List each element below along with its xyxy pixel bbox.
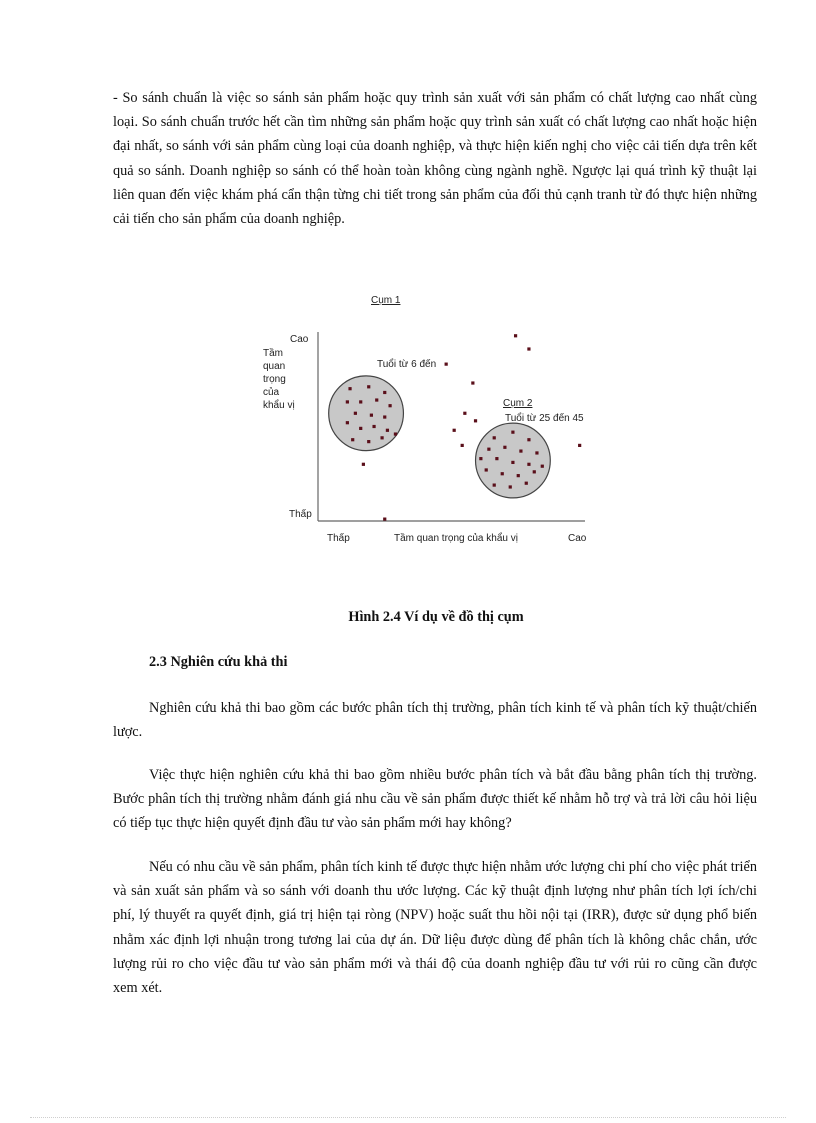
page-bottom-divider <box>30 1117 786 1118</box>
x-low-label: Thấp <box>327 533 350 544</box>
outlier-point <box>394 432 397 435</box>
cluster-2-circle <box>476 423 551 498</box>
intro-paragraph: - So sánh chuẩn là việc so sánh sản phẩm hoặc quy trình sản xuất với sản phẩm có chất lượng cao nhất cùng loại. So sánh chuẩn trước hết cần tìm những sản phẩm hoặc quy trình sản xuất có chất lượng cao nhất hoặc hiện đại nhất, so sánh với sản phẩm cùng loại của doanh nghiệp, và thực hiện kiến nghị cho việc cải tiến dựa trên kết quả so sánh. Doanh nghiệp so sánh có thể hoàn toàn không cùng ngành nghề. Ngược lại quá trình kỹ thuật lại liên quan đến việc khám phá cẩn thận từng chi tiết trong sản phẩm của đối thủ cạnh tranh từ đó thực hiện những cải tiến cho sản phẩm của doanh nghiệp. <box>113 90 757 228</box>
y-label-line-5: khẩu vị <box>263 400 295 411</box>
cluster-1-point <box>348 387 351 390</box>
cluster-2-label: Cụm 2 <box>503 398 533 409</box>
y-label-line-2: quan <box>263 361 286 372</box>
cluster-2-point <box>493 436 496 439</box>
paragraph-1: Nghiên cứu khả thi bao gồm các bước phân tích thị trường, phân tích kinh tế và phân tích kỹ thuật/chiến lược. <box>113 700 757 741</box>
outlier-point <box>578 444 581 447</box>
cluster-1-point <box>346 421 349 424</box>
cluster-1-point <box>386 429 389 432</box>
cluster-2-point <box>485 468 488 471</box>
cluster-1-point <box>359 427 362 430</box>
cluster-2-point <box>517 474 520 477</box>
cluster-2-point <box>501 472 504 475</box>
y-low-label: Thấp <box>289 509 312 520</box>
cluster-1-point <box>346 400 349 403</box>
cluster-1-point <box>370 414 373 417</box>
outlier-point <box>471 381 474 384</box>
cluster-2-point <box>511 431 514 434</box>
cluster-2-point <box>511 461 514 464</box>
cluster-1-point <box>367 385 370 388</box>
cluster-2-point <box>527 463 530 466</box>
cluster-2-point <box>533 470 536 473</box>
x-axis-label: Tầm quan trọng của khẩu vị <box>394 533 518 544</box>
outlier-point <box>362 463 365 466</box>
outlier-point <box>514 334 517 337</box>
outlier-point <box>474 419 477 422</box>
paragraph-3: Nếu có nhu cầu về sản phẩm, phân tích kinh tế được thực hiện nhằm ước lượng chi phí cho việc phát triển và sản xuất sản phẩm và so sánh với doanh thu ước lượng. Các kỹ thuật định lượng như phân tích lợi ích/chi phí, lý thuyết ra quyết định, giá trị hiện tại ròng (NPV) hoặc suất thu hồi nội tại (IRR), được sử dụng phổ biến nhằm xác định lợi nhuận trong tương lai của dự án. Dữ liệu được dùng để phân tích là không chắc chắn, ước lượng rủi ro cho việc đầu tư vào sản phẩm mới và thái độ của doanh nghiệp đầu tư với rủi ro cũng cần được xem xét. <box>113 859 757 997</box>
outlier-point <box>463 412 466 415</box>
cluster-1-point <box>351 438 354 441</box>
outlier-point <box>461 444 464 447</box>
cluster-2-point <box>535 451 538 454</box>
cluster-1-circle <box>329 376 404 451</box>
cluster-1-point <box>383 415 386 418</box>
cluster-2-point <box>509 485 512 488</box>
cluster-1-point <box>372 425 375 428</box>
outlier-point <box>479 457 482 460</box>
outlier-point <box>453 429 456 432</box>
x-high-label: Cao <box>568 533 587 544</box>
cluster-2-point <box>503 446 506 449</box>
paragraph-2: Việc thực hiện nghiên cứu khả thi bao gồm nhiều bước phân tích và bắt đầu bằng phân tích thị trường. Bước phân tích thị trường nhằm đánh giá nhu cầu về sản phẩm được thiết kế nhằm hỗ trợ và trả lời câu hỏi liệu có tiếp tục thực hiện quyết định đầu tư vào sản phẩm mới hay không? <box>113 767 757 832</box>
cluster-1-point <box>359 400 362 403</box>
y-label-line-4: của <box>263 387 280 398</box>
cluster-2-point <box>527 438 530 441</box>
figure-caption: Hình 2.4 Ví dụ về đồ thị cụm <box>348 609 524 625</box>
cluster-2-note: Tuổi từ 25 đến 45 <box>505 413 584 424</box>
y-label-line-1: Tầm <box>263 348 283 359</box>
y-label-line-3: trọng <box>263 374 286 385</box>
section-heading: 2.3 Nghiên cứu khả thi <box>149 654 288 670</box>
cluster-2-point <box>487 448 490 451</box>
cluster-2-point <box>541 465 544 468</box>
cluster-1-label: Cụm 1 <box>371 295 401 306</box>
y-high-label: Cao <box>290 334 309 345</box>
cluster-2-point <box>525 482 528 485</box>
cluster-1-point <box>354 412 357 415</box>
cluster-1-point <box>383 391 386 394</box>
cluster-2-point <box>519 449 522 452</box>
cluster-1-note: Tuổi từ 6 đến <box>377 359 437 370</box>
cluster-2-point <box>495 457 498 460</box>
cluster-1-point <box>367 440 370 443</box>
cluster-2-point <box>493 483 496 486</box>
cluster-1-point <box>375 398 378 401</box>
outlier-point <box>383 518 386 521</box>
outlier-point <box>527 347 530 350</box>
cluster-1-point <box>380 436 383 439</box>
cluster-1-point <box>388 404 391 407</box>
outlier-point <box>445 363 448 366</box>
